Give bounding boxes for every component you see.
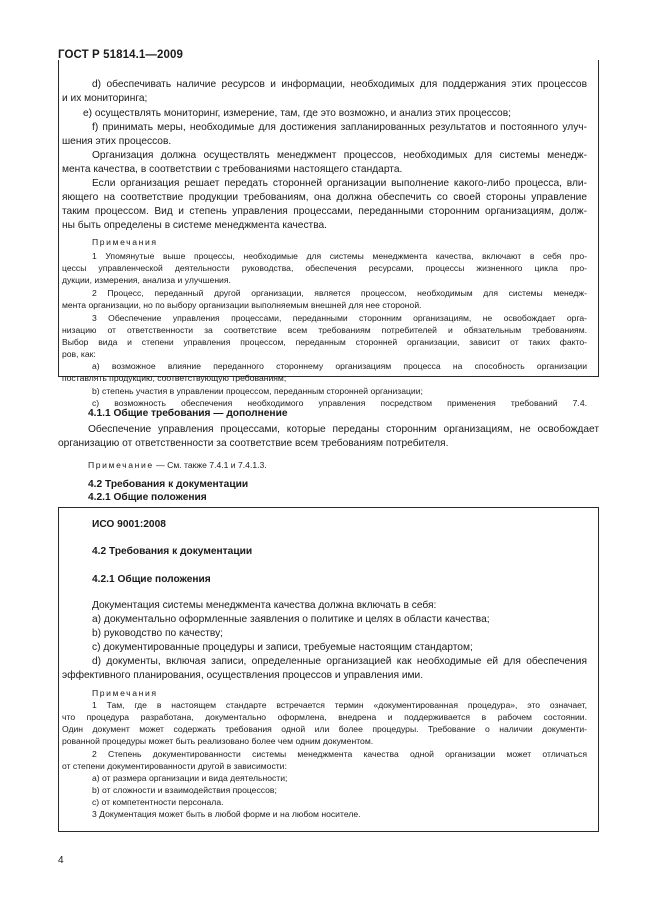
- iso-text-line: Документация системы менеджмента качества должна включать в себя:: [92, 600, 437, 611]
- note-line: дукции, измерения, анализа и улучшения.: [62, 275, 231, 285]
- note-line: 2 Процесс, переданный другой организации, является процессом, необходимым для системы менедж-: [92, 288, 587, 298]
- iso-note-line: Один документ может содержать требования одной или более процедуры. Требование о наличии документи-: [62, 724, 587, 734]
- section-text-line: организацию от ответственности за соответствие всем требованиям потребителя.: [58, 438, 449, 449]
- note-text: — См. также 7.4.1 и 7.4.1.3.: [156, 460, 267, 470]
- iso-text-line: b) руководство по качеству;: [92, 628, 223, 639]
- note-label: Примечание: [88, 460, 154, 470]
- box-top-line: Если организация решает передать сторонней организации выполнение какого-либо процесса, вли-: [92, 178, 587, 189]
- iso-note-line: a) от размера организации и вида деятельности;: [92, 773, 288, 783]
- iso-note-line: что процедура разработана, документально оформлена, внедрена и поддерживается в рабочем состоянии.: [62, 712, 587, 722]
- box-top-line: Организация должна осуществлять менеджмент процессов, необходимых для системы менедж-: [92, 150, 587, 161]
- iso-note-line: 3 Документация может быть в любой форме и на любом носителе.: [92, 809, 361, 819]
- note-line: мента организации, но по выбору организации выполняемым внешней для нее стороной.: [62, 300, 422, 310]
- section-heading-4-2: 4.2 Требования к документации: [88, 479, 249, 490]
- note-line: 3 Обеспечение управления процессами, переданными сторонним организациям, не освобождает орга-: [92, 313, 587, 323]
- iso-note-line: от степени документированности другой в зависимости:: [62, 761, 287, 771]
- iso-note-line: c) от компетентности персонала.: [92, 797, 224, 807]
- iso-standard-label: ИСО 9001:2008: [92, 519, 166, 530]
- iso-text-line: c) документированные процедуры и записи, требуемые настоящим стандартом;: [92, 642, 473, 653]
- section-heading-4-1-1: 4.1.1 Общие требования — дополнение: [88, 408, 288, 419]
- note-line: Выбор вида и степени управления процессом, переданным сторонней организации, зависит от таких факто-: [62, 337, 587, 347]
- iso-heading-4-2: 4.2 Требования к документации: [92, 546, 253, 557]
- iso-note-line: b) от сложности и взаимодействия процессов;: [92, 785, 277, 795]
- note-4-1-1: [88, 460, 267, 471]
- box-top-line: таким процессом. Вид и степень управления процессами, переданными сторонним организациям, долж-: [62, 206, 587, 217]
- document-code: ГОСТ Р 51814.1—2009: [58, 49, 183, 61]
- box-top-line: ны быть определены в системе менеджмента качества.: [62, 220, 328, 231]
- note-line: низацию от ответственности за соответствие всем требованиям потребителей и обязательным требованиям.: [62, 325, 587, 335]
- note-line: цессы управленческой деятельности руководства, обеспечения ресурсами, процессы жизненного цикла про-: [62, 263, 587, 273]
- page-number: 4: [58, 855, 64, 866]
- box-top-line: яющего на соответствие продукции требованиям, она должна обеспечить со своей стороны управление: [62, 192, 587, 203]
- note-line: b) степень участия в управлении процессом, переданным сторонней организации;: [92, 386, 423, 396]
- note-line: a) возможное влияние переданного стороннему организациям процесса на способность организации: [92, 361, 587, 371]
- box-top-line: шения этих процессов.: [62, 136, 172, 147]
- iso-heading-4-2-1: 4.2.1 Общие положения: [92, 574, 211, 585]
- notes-title: Примечания: [92, 237, 158, 247]
- box-top-line: f) принимать меры, необходимые для достижения запланированных результатов и постоянного улуч-: [92, 122, 587, 133]
- iso-notes-title: Примечания: [92, 688, 158, 698]
- iso-text-line: эффективного планирования, осуществления процессов и управления ими.: [62, 670, 424, 681]
- section-heading-4-2-1: 4.2.1 Общие положения: [88, 492, 207, 503]
- note-line: c) возможность обеспечения необходимого управления посредством применения требований 7.4.: [92, 398, 587, 408]
- note-line: 1 Упомянутые выше процессы, необходимые для системы менеджмента качества, включают в себя про-: [92, 251, 587, 261]
- box-top-line: мента качества, в соответствии с требованиями настоящего стандарта.: [62, 164, 403, 175]
- section-text-line: Обеспечение управления процессами, которые переданы сторонним организациям, не освобождает: [88, 424, 599, 435]
- note-line: поставлять продукцию, соответствующую требованиям;: [62, 373, 287, 383]
- iso-note-line: 1 Там, где в настоящем стандарте встречается термин «документированная процедура», это означает,: [92, 700, 587, 710]
- iso-text-line: d) документы, включая записи, определенные организацией как необходимые ей для обеспечения: [92, 656, 587, 667]
- iso-note-line: 2 Степень документированности системы менеджмента качества одной организации может отличаться: [92, 749, 587, 759]
- iso-text-line: a) документально оформленные заявления о политике и целях в области качества;: [92, 614, 490, 625]
- box-top-line: d) обеспечивать наличие ресурсов и информации, необходимых для поддержания этих процессов: [92, 79, 587, 90]
- iso-note-line: рованной процедуры может быть реализовано более чем одним документом.: [62, 736, 374, 746]
- box-top-line: e) осуществлять мониторинг, измерение, там, где это возможно, и анализ этих процессов;: [83, 108, 511, 119]
- note-line: ров, как:: [62, 349, 96, 359]
- box-top-line: и их мониторинга;: [62, 93, 148, 104]
